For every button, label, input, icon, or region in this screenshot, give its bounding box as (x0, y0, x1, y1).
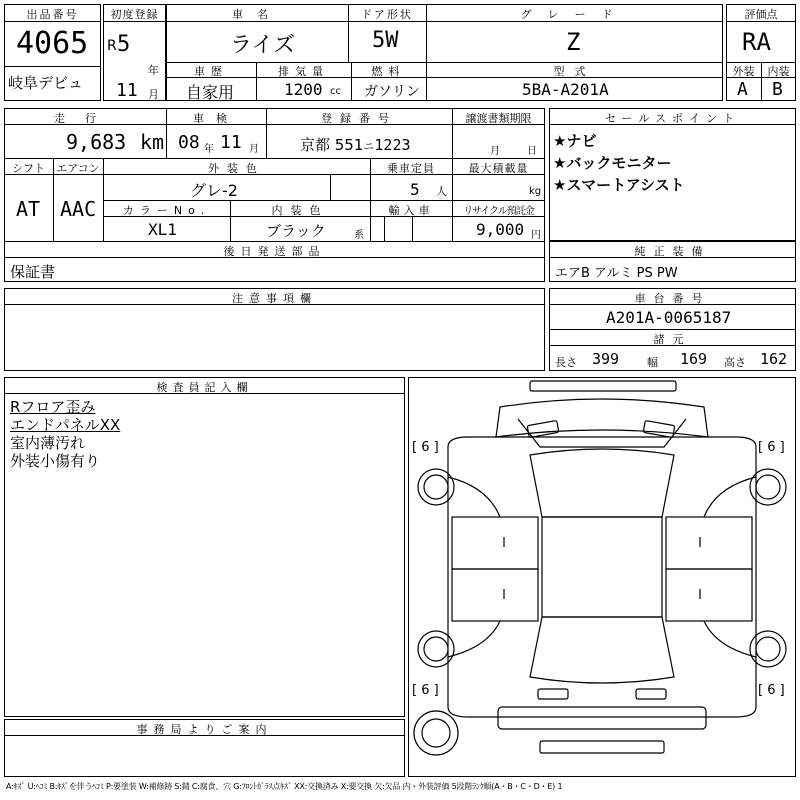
equipment-header: 純正装備 (634, 245, 711, 258)
insp-year-unit: 年 (204, 144, 214, 155)
load-header: 最大積載量 (468, 162, 529, 175)
legend: A:ｷｽﾞ U:ﾍｺﾐ B:ｷｽﾞを伴うﾍｺﾐ P:要塗装 W:補修跡 S:錆 C:腐食、穴 G:ﾌﾛﾝﾄｶﾞﾗｽ点ｷｽﾞ XX:交換済み X:要交換 欠:欠品 内・外装評価 5段階ﾗﾝｸ順(A・B・C・D・E) 1 (6, 782, 563, 791)
length: 399 (592, 350, 620, 368)
chassis: A201A-0065187 (606, 308, 732, 327)
after-parts-header: 後日発送部品 (223, 245, 326, 258)
lot-number: 4065 (16, 26, 89, 61)
length-label: 長さ (555, 356, 577, 369)
lot-header: 出品番号 (26, 8, 79, 21)
notes-header: 注意事項欄 (232, 292, 317, 305)
history-header: 車歴 (194, 65, 228, 78)
height-label: 高さ (724, 356, 746, 369)
int-grade: B (772, 79, 783, 100)
inspector-note: エンドパネルXX (10, 416, 121, 434)
tire-mark: [ 6 ] (412, 440, 439, 455)
cc-unit: cc (330, 86, 341, 97)
int-header: 内装 (767, 65, 790, 78)
reg-year: 5 (117, 32, 131, 57)
fuel-header: 燃料 (371, 65, 406, 78)
km-unit: km (140, 130, 165, 154)
capacity: 5 (410, 180, 420, 199)
transfer-day-unit: 日 (527, 146, 537, 157)
shift-header: シフト (12, 162, 45, 175)
aircon: AAC (60, 197, 97, 221)
recycle: 9,000 (476, 220, 525, 239)
dims-header: 諸元 (653, 333, 692, 346)
inspection-header: 車検 (193, 112, 239, 125)
color-no: XL1 (148, 220, 177, 239)
inspector-note: 室内薄汚れ (10, 434, 86, 452)
transfer-header: 譲渡書類期限 (465, 112, 532, 125)
year-unit: 年 (148, 64, 159, 77)
interior-color-header: 内装色 (271, 204, 329, 217)
reg-month: 11 (116, 80, 138, 101)
model-header: 型式 (553, 65, 596, 78)
sales-header: セールスポイント (604, 112, 740, 125)
capacity-header: 乗車定員 (387, 162, 435, 175)
door-header: ドア形状 (361, 8, 413, 21)
fuel: ガソリン (364, 84, 420, 100)
chassis-header: 車台番号 (634, 292, 711, 305)
grade: Z (566, 28, 581, 56)
car-name-header: 車名 (232, 8, 282, 21)
insp-month-unit: 月 (249, 144, 259, 155)
tire-mark: [ 6 ] (758, 440, 785, 455)
inspector-header: 検査員記入欄 (156, 381, 253, 394)
equipment: エアB アルミ PS PW (555, 266, 678, 281)
tire-mark: [ 6 ] (758, 683, 785, 698)
auction-site: 岐阜デビュ (8, 74, 84, 92)
grade-header: グレード (520, 8, 629, 21)
car-diagram (408, 377, 796, 777)
load-unit: kg (529, 186, 542, 197)
transfer-month-unit: 月 (490, 146, 500, 157)
tire-mark: [ 6 ] (412, 683, 439, 698)
history: 自家用 (186, 83, 235, 102)
aircon-header: エアコン (56, 162, 100, 175)
first-reg-header: 初度登録 (110, 8, 159, 21)
month-unit: 月 (148, 88, 159, 101)
score: RA (742, 28, 771, 56)
width: 169 (680, 350, 708, 368)
capacity-unit: 人 (436, 185, 447, 198)
color-no-header: カラーNo. (122, 204, 211, 217)
car-name: ライズ (230, 33, 296, 58)
sales-point: ★バックモニター (553, 154, 672, 172)
color: グレ-2 (190, 181, 238, 200)
yen-unit: 円 (531, 230, 541, 241)
width-label: 幅 (647, 356, 658, 369)
era: R (107, 38, 117, 54)
displacement-header: 排気量 (278, 65, 329, 78)
office-header: 事務局よりご案内 (136, 723, 273, 736)
sales-point: ★ナビ (553, 132, 597, 150)
insp-year: 08 (178, 132, 200, 153)
insp-month: 11 (220, 132, 242, 153)
recycle-header: リサイクル預託金 (463, 206, 534, 217)
import-header: 輸入車 (388, 204, 434, 217)
displacement: 1200 (284, 80, 323, 99)
door: 5W (372, 28, 399, 53)
plate-mark: ニ (363, 140, 375, 153)
interior-color-unit: 系 (354, 230, 364, 241)
sales-point: ★スマートアシスト (553, 176, 685, 194)
shift: AT (16, 197, 41, 221)
mileage: 9,683 (66, 130, 127, 154)
after-parts: 保証書 (10, 263, 56, 281)
plate-header: 登録番号 (321, 112, 397, 125)
color-header: 外装色 (208, 162, 265, 175)
score-header: 評価点 (744, 8, 778, 21)
inspector-note: Rフロア歪み (10, 398, 96, 416)
plate-region: 京都 551 (300, 136, 364, 154)
interior-color: ブラック (266, 222, 326, 240)
model: 5BA-A201A (522, 80, 609, 99)
ext-header: 外装 (732, 65, 755, 78)
ext-grade: A (737, 79, 748, 100)
plate (300, 134, 411, 155)
mileage-header: 走行 (54, 112, 116, 125)
plate-number: 1223 (374, 136, 411, 154)
height: 162 (760, 350, 788, 368)
inspector-note: 外装小傷有り (10, 452, 101, 470)
